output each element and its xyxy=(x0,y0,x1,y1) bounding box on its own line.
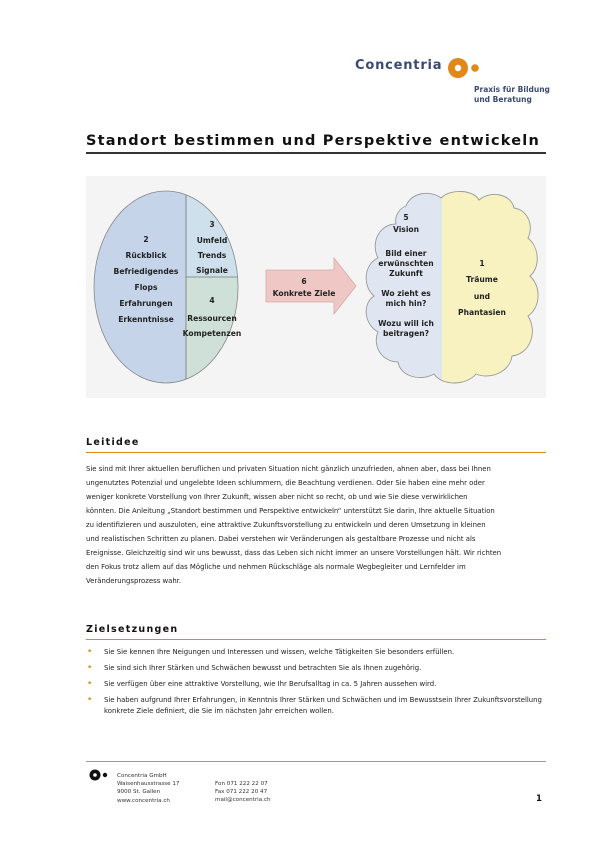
section-3-line-2: Trends xyxy=(197,251,227,260)
page-title: Standort bestimmen und Perspektive entwickeln xyxy=(86,133,540,149)
cloud-5-line-1: Vision xyxy=(392,225,420,234)
footer-address xyxy=(117,772,180,805)
tagline-line-2: und Beratung xyxy=(474,95,532,104)
zielsetzungen-heading: Zielsetzungen xyxy=(86,624,179,635)
footer-logo-icon xyxy=(89,769,115,781)
bullet-icon: • xyxy=(87,695,93,705)
section-3-line-3: Signale xyxy=(196,266,228,275)
section-3-number: 3 xyxy=(209,220,215,229)
footer-company: Concentria GmbH xyxy=(117,773,167,779)
section-2-line-4: Erfahrungen xyxy=(119,299,173,308)
leitidee-line: den Fokus trotz allem auf das Mögliche und nehmen Rückschläge als normale Wegbegleiter und Lernfelder im xyxy=(86,563,466,571)
cloud-1-line-2: und xyxy=(473,292,491,301)
section-2-line-3: Flops xyxy=(134,283,158,292)
leitidee-text xyxy=(86,462,548,588)
list-item xyxy=(86,647,548,658)
cloud-5-number: 5 xyxy=(403,213,409,222)
section-4-number: 4 xyxy=(209,296,215,305)
leitidee-line: weniger konkrete Vorstellung von Ihrer Zukunft, wissen aber nicht so recht, ob und wie Sie diese verwirklichen xyxy=(86,493,468,501)
cloud-5-line-8: beitragen? xyxy=(382,329,430,338)
zielsetzungen-list xyxy=(86,647,548,722)
arrow-number: 6 xyxy=(301,277,307,286)
section-4-line-2: Kompetenzen xyxy=(182,329,242,338)
bullet-icon: • xyxy=(87,647,93,657)
standort-diagram xyxy=(86,176,546,398)
section-2-number: 2 xyxy=(143,235,149,244)
list-item xyxy=(86,679,548,690)
cloud-5-line-3: erwünschten xyxy=(378,259,434,268)
tagline-line-1: Praxis für Bildung xyxy=(474,85,550,94)
section-2-line-2: Befriedigendes xyxy=(113,267,179,276)
footer-city: 9000 St. Gallen xyxy=(117,789,161,796)
footer-contact xyxy=(215,780,271,805)
footer-email-link[interactable]: mail@concentria.ch xyxy=(215,797,271,804)
footer-phone: Fon 071 222 22 07 xyxy=(215,781,268,787)
cloud-5-line-6: mich hin? xyxy=(385,299,427,308)
brand-name: Concentria xyxy=(355,58,443,73)
brand-tagline xyxy=(474,85,550,105)
footer-website-link[interactable]: www.concentria.ch xyxy=(117,797,170,804)
zielsetzungen-divider xyxy=(86,639,546,640)
page-number: 1 xyxy=(536,794,542,804)
cloud-1-line-3: Phantasien xyxy=(458,308,506,317)
bullet-icon: • xyxy=(87,663,93,673)
cloud-5-line-7: Wozu will ich xyxy=(378,319,434,328)
arrow-label: Konkrete Ziele xyxy=(272,289,336,298)
cloud-5-line-4: Zukunft xyxy=(389,269,423,278)
cloud-5-line-5: Wo zieht es xyxy=(381,289,431,298)
section-4-line-1: Ressourcen xyxy=(187,314,237,323)
cloud-5-line-2: Bild einer xyxy=(385,249,427,258)
list-item-text: Sie sind sich Ihrer Stärken und Schwächen bewusst und betrachten Sie als Ihnen zugehörig. xyxy=(104,664,422,672)
leitidee-line: Ereignisse. Gleichzeitig sind wir uns bewusst, dass das Leben sich nicht immer an unsere Vorstellungen hält. Wir richten xyxy=(86,549,502,557)
logo-icon xyxy=(447,57,497,79)
leitidee-line: zu identifizieren und auszuloten, eine attraktive Zukunftsvorstellung zu entwickeln und deren Umsetzung in kleinen xyxy=(86,521,486,529)
list-item xyxy=(86,695,548,717)
list-item xyxy=(86,663,548,674)
section-3-line-1: Umfeld xyxy=(196,236,228,245)
footer-street: Waisenhausstrasse 17 xyxy=(117,781,180,788)
leitidee-line: Veränderungsprozess wahr. xyxy=(86,577,182,585)
cloud-1-line-1: Träume xyxy=(466,275,498,284)
list-item-text: Sie verfügen über eine attraktive Vorstellung, wie Ihr Berufsalltag in ca. 5 Jahren aussehen wird. xyxy=(104,680,437,688)
list-item-text: Sie Sie kennen Ihre Neigungen und Interessen und wissen, welche Tätigkeiten Sie besonders erfüllen. xyxy=(104,648,455,656)
section-2-line-5: Erkenntnisse xyxy=(118,315,174,324)
leitidee-line: ungenutztes Potenzial und ungelebte Ideen schlummern, die Beachtung verdienen. Oder Sie haben eine mehr oder xyxy=(86,479,485,487)
list-item-text: Sie haben aufgrund Ihrer Erfahrungen, in Kenntnis Ihrer Stärken und Schwächen und im Bewusstsein Ihrer Zukunftsvorstellung konkrete Ziele definiert, die Sie im nächsten Jahr erreichen wollen. xyxy=(104,696,542,715)
leitidee-line: könnten. Die Anleitung „Standort bestimmen und Perspektive entwickeln“ unterstützt Sie darin, Ihre aktuelle Situation xyxy=(86,507,495,515)
footer-fax: Fax 071 222 20 47 xyxy=(215,789,268,796)
leitidee-line: und realistischen Schritten zu planen. Dabei verstehen wir Veränderungen als gestaltbare Prozesse und nicht als xyxy=(86,535,476,543)
footer-divider xyxy=(86,761,546,762)
leitidee-line: Sie sind mit Ihrer aktuellen beruflichen und privaten Situation nicht gänzlich unzufrieden, ahnen aber, dass bei Ihnen xyxy=(86,465,491,473)
cloud-1-number: 1 xyxy=(479,259,485,268)
section-2-line-1: Rückblick xyxy=(125,251,167,260)
title-divider xyxy=(86,152,546,154)
leitidee-divider xyxy=(86,452,546,453)
leitidee-heading: Leitidee xyxy=(86,437,140,448)
bullet-icon: • xyxy=(87,679,93,689)
